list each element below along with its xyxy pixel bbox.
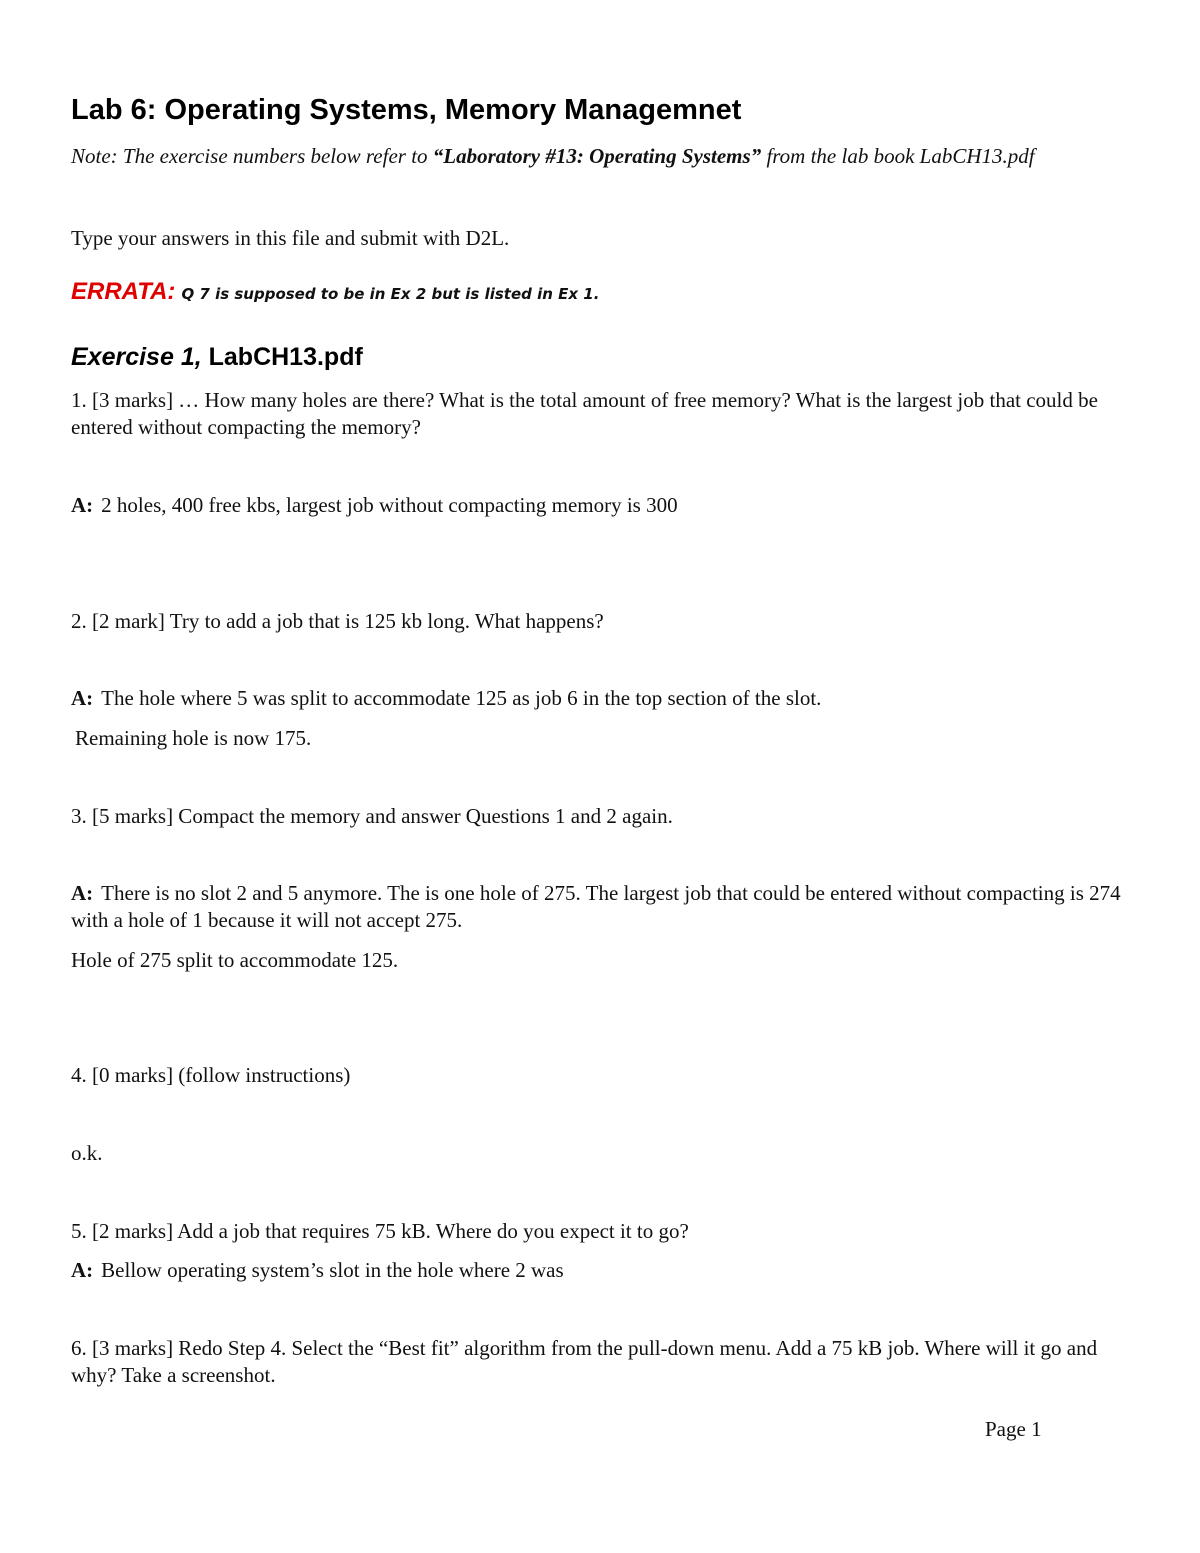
- answer-5-text: Bellow operating system’s slot in the hole where 2 was: [101, 1258, 564, 1282]
- answer-5: [71, 1257, 564, 1284]
- page-title: Lab 6: Operating Systems, Memory Managemnet: [71, 94, 742, 126]
- answer-label: A:: [71, 493, 94, 517]
- question-2: 2. [2 mark] Try to add a job that is 125 kb long. What happens?: [71, 609, 604, 633]
- answer-label: A:: [71, 1258, 94, 1282]
- note-suffix: from the lab book LabCH13.pdf: [761, 144, 1035, 168]
- answer-1: [71, 492, 678, 519]
- note-lab-reference: “Laboratory #13: Operating Systems”: [432, 144, 762, 168]
- exercise-source: LabCH13.pdf: [201, 343, 363, 371]
- question-1: 1. [3 marks] … How many holes are there? What is the total amount of free memory? What is the largest job that could be entered without compacting the memory?: [71, 388, 1098, 439]
- question-4: 4. [0 marks] (follow instructions): [71, 1063, 351, 1087]
- answer-3-extra: Hole of 275 split to accommodate 125.: [71, 948, 399, 972]
- exercise-number: Exercise 1,: [71, 343, 202, 371]
- answer-label: A:: [71, 881, 94, 905]
- page-number: Page 1: [985, 1417, 1042, 1441]
- question-3: 3. [5 marks] Compact the memory and answer Questions 1 and 2 again.: [71, 804, 673, 828]
- question-6: 6. [3 marks] Redo Step 4. Select the “Best fit” algorithm from the pull-down menu. Add a 75 kB job. Where will it go and why? Take a screenshot.: [71, 1336, 1098, 1387]
- answer-4: o.k.: [71, 1141, 103, 1165]
- submission-instruction: Type your answers in this file and submit with D2L.: [71, 226, 510, 250]
- errata-line: [71, 278, 599, 306]
- note-prefix: Note: The exercise numbers below refer to: [71, 144, 433, 168]
- exercise-heading: [71, 343, 363, 372]
- lab-note: [71, 143, 1071, 170]
- answer-3: [71, 880, 1141, 934]
- errata-text: Q 7 is supposed to be in Ex 2 but is listed in Ex 1.: [181, 285, 600, 303]
- answer-3-text: There is no slot 2 and 5 anymore. The is one hole of 275. The largest job that could be entered without compacting is 274 with a hole of 1 because it will not accept 275.: [71, 881, 1121, 932]
- answer-2-text: The hole where 5 was split to accommodate 125 as job 6 in the top section of the slot.: [101, 686, 822, 710]
- answer-label: A:: [71, 686, 94, 710]
- answer-1-text: 2 holes, 400 free kbs, largest job without compacting memory is 300: [101, 493, 678, 517]
- answer-2: [71, 685, 821, 712]
- question-5: 5. [2 marks] Add a job that requires 75 kB. Where do you expect it to go?: [71, 1219, 689, 1243]
- answer-2-extra: Remaining hole is now 175.: [75, 726, 312, 750]
- errata-label: ERRATA:: [71, 278, 176, 305]
